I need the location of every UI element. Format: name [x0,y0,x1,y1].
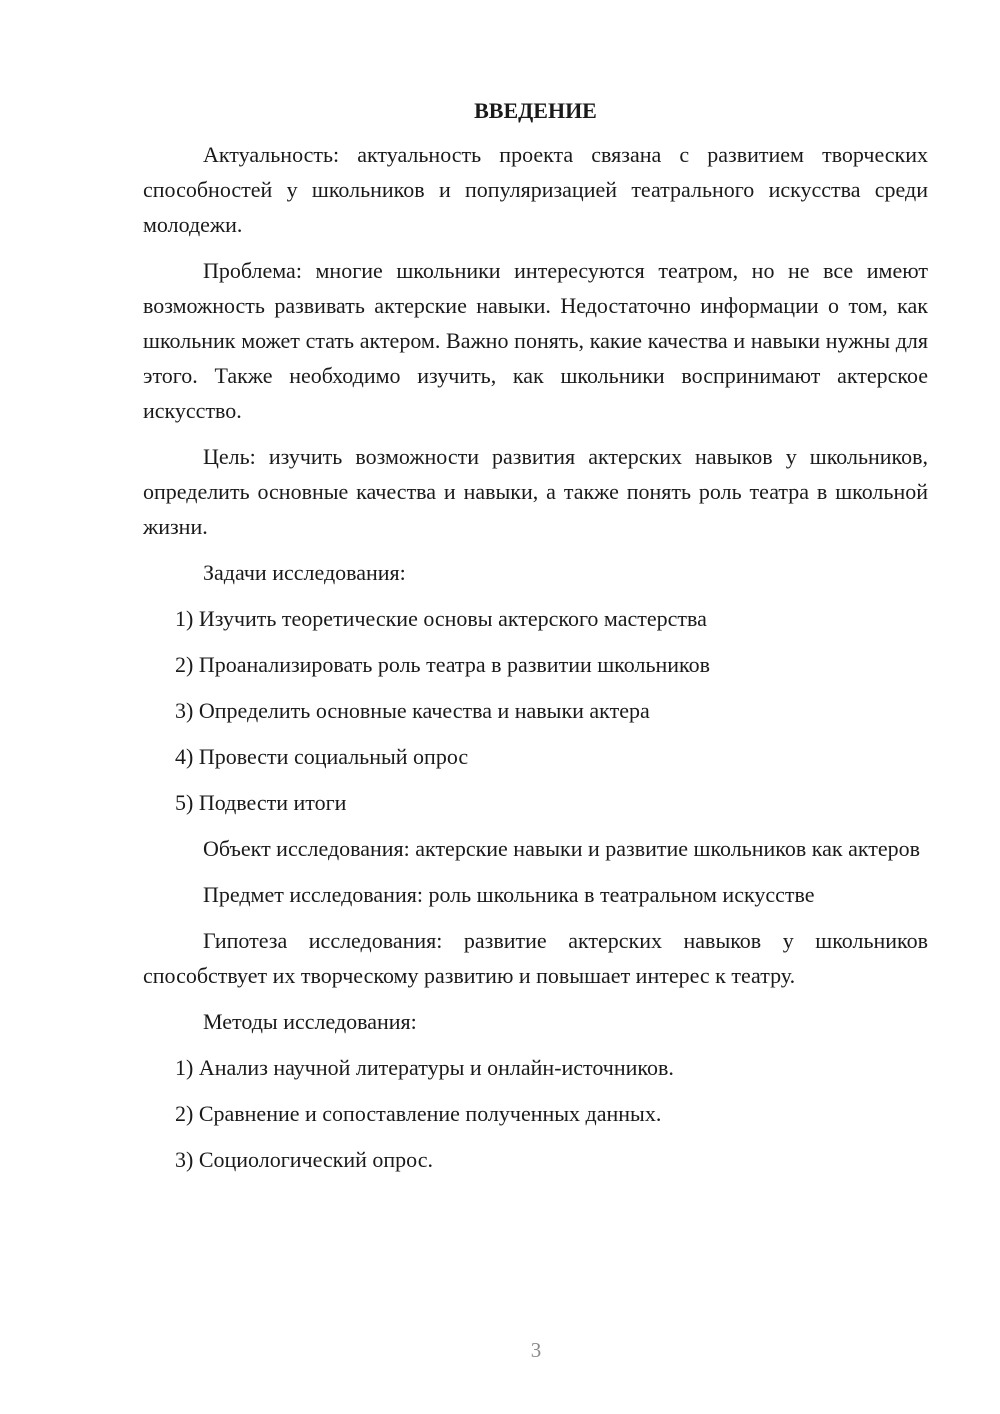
task-item: 5) Подвести итоги [175,790,347,815]
method-item: 2) Сравнение и сопоставление полученных данных. [175,1101,662,1126]
task-item: 4) Провести социальный опрос [175,744,469,769]
task-item: 2) Проанализировать роль театра в развитии школьников [175,652,710,677]
page-content [143,95,928,1188]
method-item: 1) Анализ научной литературы и онлайн-источников. [175,1055,674,1080]
task-item: 1) Изучить теоретические основы актерского мастерства [175,606,707,631]
page-number: 3 [530,1338,542,1362]
subject-paragraph: Предмет исследования: роль школьника в театральном искусстве [203,882,815,907]
methods-heading: Методы исследования: [203,1009,417,1034]
method-item: 3) Социологический опрос. [175,1147,433,1172]
hypothesis-paragraph: Гипотеза исследования: развитие актерских навыков у школьников способствует их творческому развитию и повышает интерес к театру. [143,928,928,988]
tasks-heading: Задачи исследования: [203,560,406,585]
object-paragraph: Объект исследования: актерские навыки и развитие школьников как актеров [203,836,920,861]
goal-paragraph: Цель: изучить возможности развития актерских навыков у школьников, определить основные качества и навыки, а также понять роль театра в школьной жизни. [143,444,928,539]
task-item: 3) Определить основные качества и навыки актера [175,698,650,723]
relevance-paragraph: Актуальность: актуальность проекта связана с развитием творческих способностей у школьников и популяризацией театрального искусства среди молодежи. [143,142,928,237]
section-title: ВВЕДЕНИЕ [474,98,597,123]
problem-paragraph: Проблема: многие школьники интересуются театром, но не все имеют возможность развивать актерские навыки. Недостаточно информации о том, как школьник может стать актером. Важно понять, какие качества и навыки нужны для этого. Также необходимо изучить, как школьники воспринимают актерское искусство. [143,258,928,423]
